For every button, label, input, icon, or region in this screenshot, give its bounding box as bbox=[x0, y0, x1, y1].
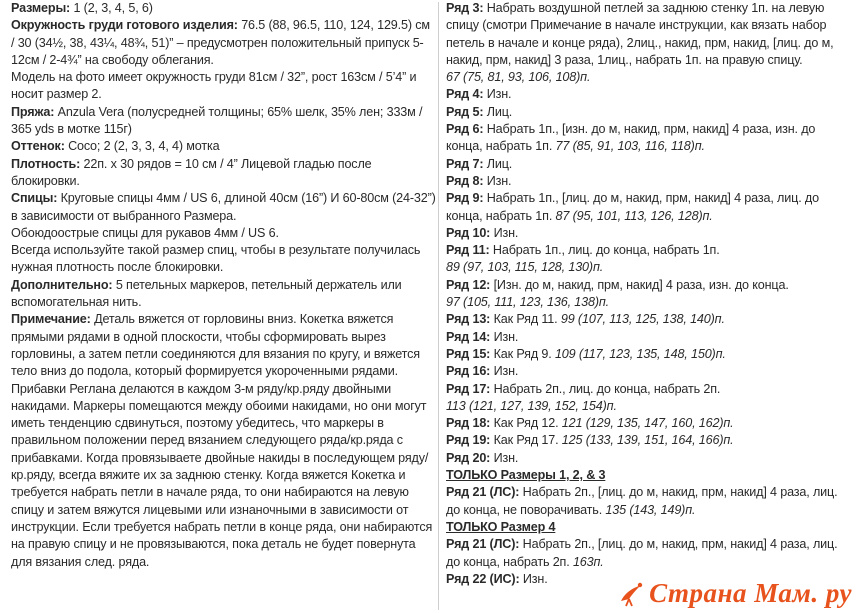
sizes-1-2-3-heading: ТОЛЬКО Размеры 1, 2, & 3 bbox=[446, 468, 606, 483]
chest-paragraph: Окружность груди готового изделия: 76.5 (88, 96.5, 110, 124, 129.5) см / 30 (34½, 38, 43¼, 48¾, 51)” – предусмотрен положительный припуск 5-12см / 2-4¾” на свободу облегания. bbox=[11, 18, 430, 67]
row-20: Ряд 20: Изн. bbox=[446, 450, 519, 465]
needles-dpn-line: Обоюдоострые спицы для рукавов 4мм / US 6. bbox=[11, 225, 279, 240]
row-7: Ряд 7: Лиц. bbox=[446, 156, 513, 171]
row-17-instruction: Ряд 17: Набрать 2п., лиц. до конца, набрать 2п. bbox=[446, 381, 721, 396]
row-18: Ряд 18: Как Ряд 12. 121 (129, 135, 147, 160, 162)п. bbox=[446, 416, 734, 431]
row-21-size4-instruction: Ряд 21 (ЛС): Набрать 2п., [лиц. до м, накид, прм, накид] 4 раза, лиц. bbox=[446, 537, 838, 552]
row-6-instruction: Ряд 6: Набрать 1п., [изн. до м, накид, прм, накид] 4 раза, изн. до bbox=[446, 122, 816, 137]
gauge-paragraph: Плотность: 22п. x 30 рядов = 10 см / 4” Лицевой гладью после блокировки. bbox=[11, 156, 372, 188]
row-6-count: конца, набрать 1п. 77 (85, 91, 103, 116, 118)п. bbox=[446, 139, 705, 154]
row-21-rs-instruction: Ряд 21 (ЛС): Набрать 2п., [лиц. до м, накид, прм, накид] 4 раза, лиц. bbox=[446, 485, 838, 500]
row-15: Ряд 15: Как Ряд 9. 109 (117, 123, 135, 148, 150)п. bbox=[446, 346, 726, 361]
row-22-ws: Ряд 22 (ИС): Изн. bbox=[446, 571, 548, 586]
row-11-instruction: Ряд 11: Набрать 1п., лиц. до конца, набрать 1п. bbox=[446, 243, 720, 258]
site-watermark bbox=[615, 577, 852, 609]
sizes-line: Размеры: 1 (2, 3, 4, 5, 6) bbox=[11, 1, 153, 15]
row-5: Ряд 5: Лиц. bbox=[446, 104, 513, 119]
row-10: Ряд 10: Изн. bbox=[446, 225, 519, 240]
row-16: Ряд 16: Изн. bbox=[446, 364, 519, 379]
column-divider bbox=[438, 2, 439, 610]
row-17-count: 113 (121, 127, 139, 152, 154)п. bbox=[446, 398, 617, 413]
row-13: Ряд 13: Как Ряд 11. 99 (107, 113, 125, 138, 140)п. bbox=[446, 312, 725, 327]
row-21-size4-count: до конца, набрать 2п. 163п. bbox=[446, 554, 604, 569]
row-3-instruction: Ряд 3: Набрать воздушной петлей за заднюю стенку 1п. на левую спицу (смотри Примечание в начале инструкции, как вязать набор петель в начале и конце ряда), 2лиц., накид, прм, накид, [лиц. до м, накид, прм, накид] 3 раза, 1лиц., набрать 1п. на правую спицу. bbox=[446, 1, 834, 67]
row-3-count: 67 (75, 81, 93, 106, 108)п. bbox=[446, 70, 591, 85]
row-12-count: 97 (105, 111, 123, 136, 138)п. bbox=[446, 295, 610, 310]
row-19: Ряд 19: Как Ряд 17. 125 (133, 139, 151, 164, 166)п. bbox=[446, 433, 734, 448]
right-column bbox=[446, 0, 856, 588]
row-14: Ряд 14: Изн. bbox=[446, 329, 519, 344]
shade-line: Оттенок: Coco; 2 (2, 3, 3, 4, 4) мотка bbox=[11, 139, 220, 154]
note-paragraph: Примечание: Деталь вяжется от горловины вниз. Кокетка вяжется прямыми рядами в одной плоскости, чтобы сформировать вырез горловины, а затем петли соединяются для вязания по кругу, и вяжется тело вниз до подола, который формируется укороченными рядами. Прибавки Реглана делаются в каждом 3-м ряду/кр.ряду двойными накидами. Маркеры помещаются между обоими накидами, но они могут иметь тенденцию сдвинуться, поэтому убедитесь, что маркеры в правильном положении перед вязанием следующего ряда/кр.ряда с прибавками. Когда провязываете двойные накиды в последующем ряду/кр.ряду, всегда вяжите их за заднюю стенку. Когда вяжется Кокетка и требуется набрать петли в начале ряда, то они набираются на левую спицу и затем вяжутся лицевыми или изнаночными в зависимости от инструкции. Если требуется набрать петли в конце ряда, они набираются на правую спицу и не провязываются, пока деталь не будет повернута для вязания след. ряда. bbox=[11, 312, 433, 569]
row-4: Ряд 4: Изн. bbox=[446, 87, 512, 102]
size-4-heading: ТОЛЬКО Размер 4 bbox=[446, 519, 556, 534]
left-column bbox=[11, 0, 436, 571]
needles-note-paragraph: Всегда используйте такой размер спиц, чтобы в результате получилась нужная плотность после блокировки. bbox=[11, 243, 421, 275]
row-9-count: конца, набрать 1п. 87 (95, 101, 113, 126, 128)п. bbox=[446, 208, 713, 223]
row-8: Ряд 8: Изн. bbox=[446, 173, 512, 188]
watermark-suffix: . ру bbox=[811, 577, 852, 608]
yarn-paragraph: Пряжа: Anzula Vera (полусредней толщины; 65% шелк, 35% лен; 333м / 365 yds в мотке 115г) bbox=[11, 104, 423, 137]
notions-paragraph: Дополнительно: 5 петельных маркеров, петельный держатель или вспомогательная нить. bbox=[11, 277, 402, 310]
row-21-rs-count: до конца, не поворачивать. 135 (143, 149)п. bbox=[446, 502, 696, 517]
needles-paragraph: Спицы: Круговые спицы 4мм / US 6, длиной 40см (16”) И 60-80см (24-32”) в зависимости от выбранного Размера. bbox=[11, 191, 436, 223]
row-9-instruction: Ряд 9: Набрать 1п., [лиц. до м, накид, прм, накид] 4 раза, лиц. до bbox=[446, 191, 819, 206]
model-paragraph: Модель на фото имеет окружность груди 81см / 32”, рост 163см / 5’4” и носит размер 2. bbox=[11, 70, 417, 102]
row-11-count: 89 (97, 103, 115, 128, 130)п. bbox=[446, 260, 604, 275]
watermark-text: Страна Мам bbox=[649, 577, 812, 608]
stork-logo-icon bbox=[615, 577, 647, 609]
row-12-instruction: Ряд 12: [Изн. до м, накид, прм, накид] 4 раза, изн. до конца. bbox=[446, 277, 789, 292]
